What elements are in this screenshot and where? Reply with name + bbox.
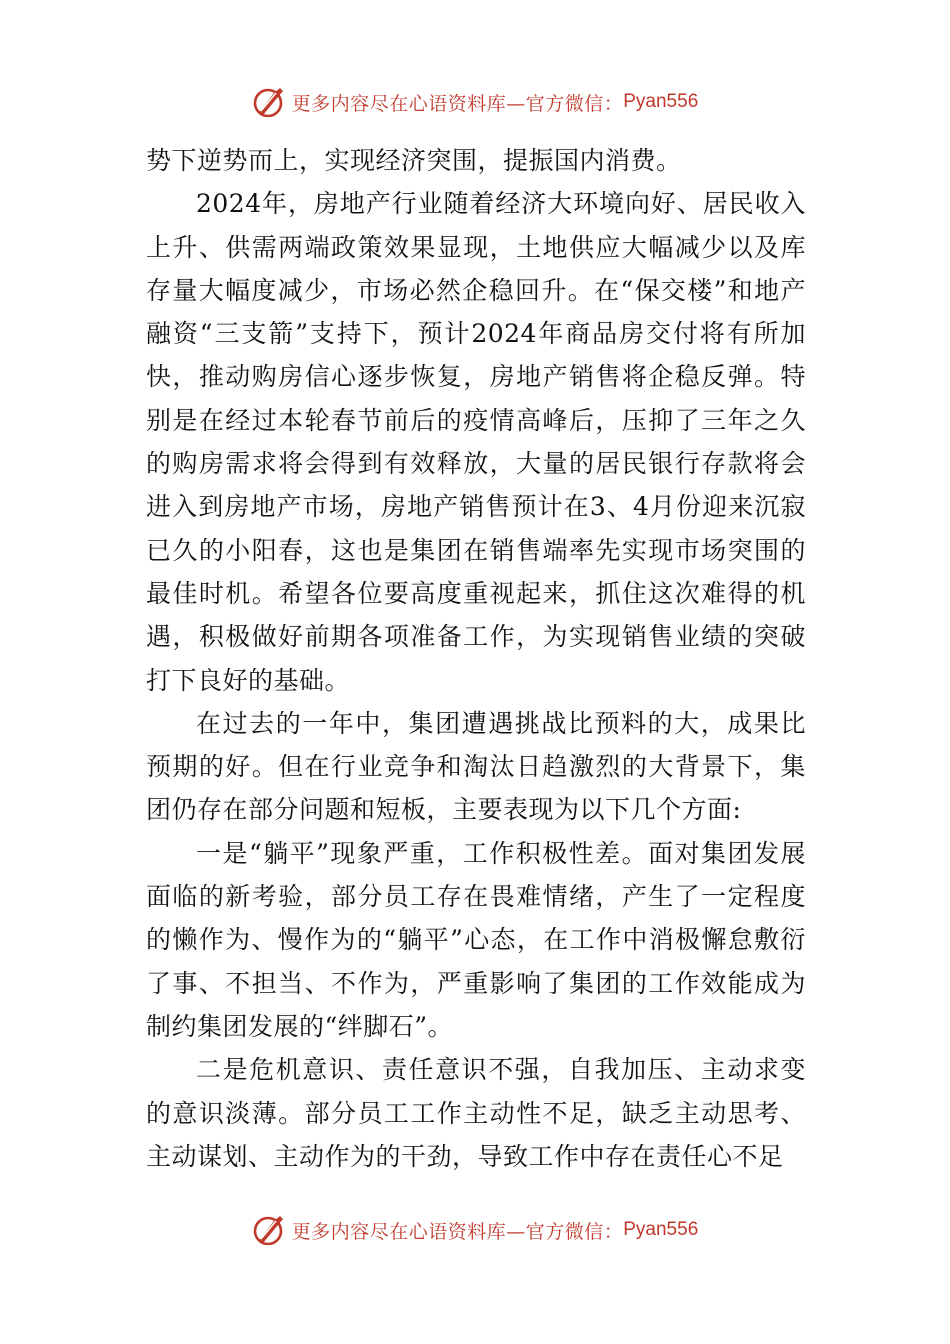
footer-banner-text: 更多内容尽在心语资料库—官方微信： (291, 1220, 624, 1243)
paragraph-issue-one: 一是“躺平”现象严重，工作积极性差。面对集团发展面临的新考验，部分员工存在畏难情绪，产生了一定程度的懒作为、慢作为的“躺平”心态，在工作中消极懈怠敷衍了事、不担当、不作为，严重影响了集团的工作效能成为制约集团发展的“绊脚石”。 (146, 838, 806, 1041)
footer-banner (0, 1210, 950, 1250)
paragraph-past-year: 在过去的一年中，集团遭遇挑战比预料的大，成果比预期的好。但在行业竞争和淘汰日趋激烈的大背景下，集团仍存在部分问题和短板，主要表现为以下几个方面: (146, 708, 806, 825)
footer-banner-id: Pyan556 (623, 1219, 699, 1240)
paragraph-real-estate: 2024年，房地产行业随着经济大环境向好、居民收入上升、供需两端政策效果显现，土地供应大幅减少以及库存量大幅度减少，市场必然企稳回升。在“保交楼”和地产融资“三支箭”支持下，预计2024年商品房交付将有所加快，推动购房信心逐步恢复，房地产销售将企稳反弹。特别是在经过本轮春节前后的疫情高峰后，压抑了三年之久的购房需求将会得到有效释放，大量的居民银行存款将会进入到房地产市场，房地产销售预计在3、4月份迎来沉寂已久的小阳春，这也是集团在销售端率先实现市场突围的最佳时机。希望各位要高度重视起来，抓住这次难得的机遇，积极做好前期各项准备工作，为实现销售业绩的突破打下良好的基础。 (146, 189, 806, 695)
paragraph-continuation: 势下逆势而上，实现经济突围，提振国内消费。 (146, 146, 682, 175)
header-banner-id: Pyan556 (623, 91, 699, 112)
document-body (146, 139, 806, 1178)
paragraph-issue-two: 二是危机意识、责任意识不强，自我加压、主动求变的意识淡薄。部分员工工作主动性不足，缺乏主动思考、主动谋划、主动作为的干劲，导致工作中存在责任心不足 (146, 1055, 806, 1171)
pen-logo-icon (252, 84, 288, 120)
header-banner (0, 82, 950, 122)
pen-logo-icon (252, 1212, 288, 1248)
header-banner-text: 更多内容尽在心语资料库—官方微信： (291, 92, 624, 115)
